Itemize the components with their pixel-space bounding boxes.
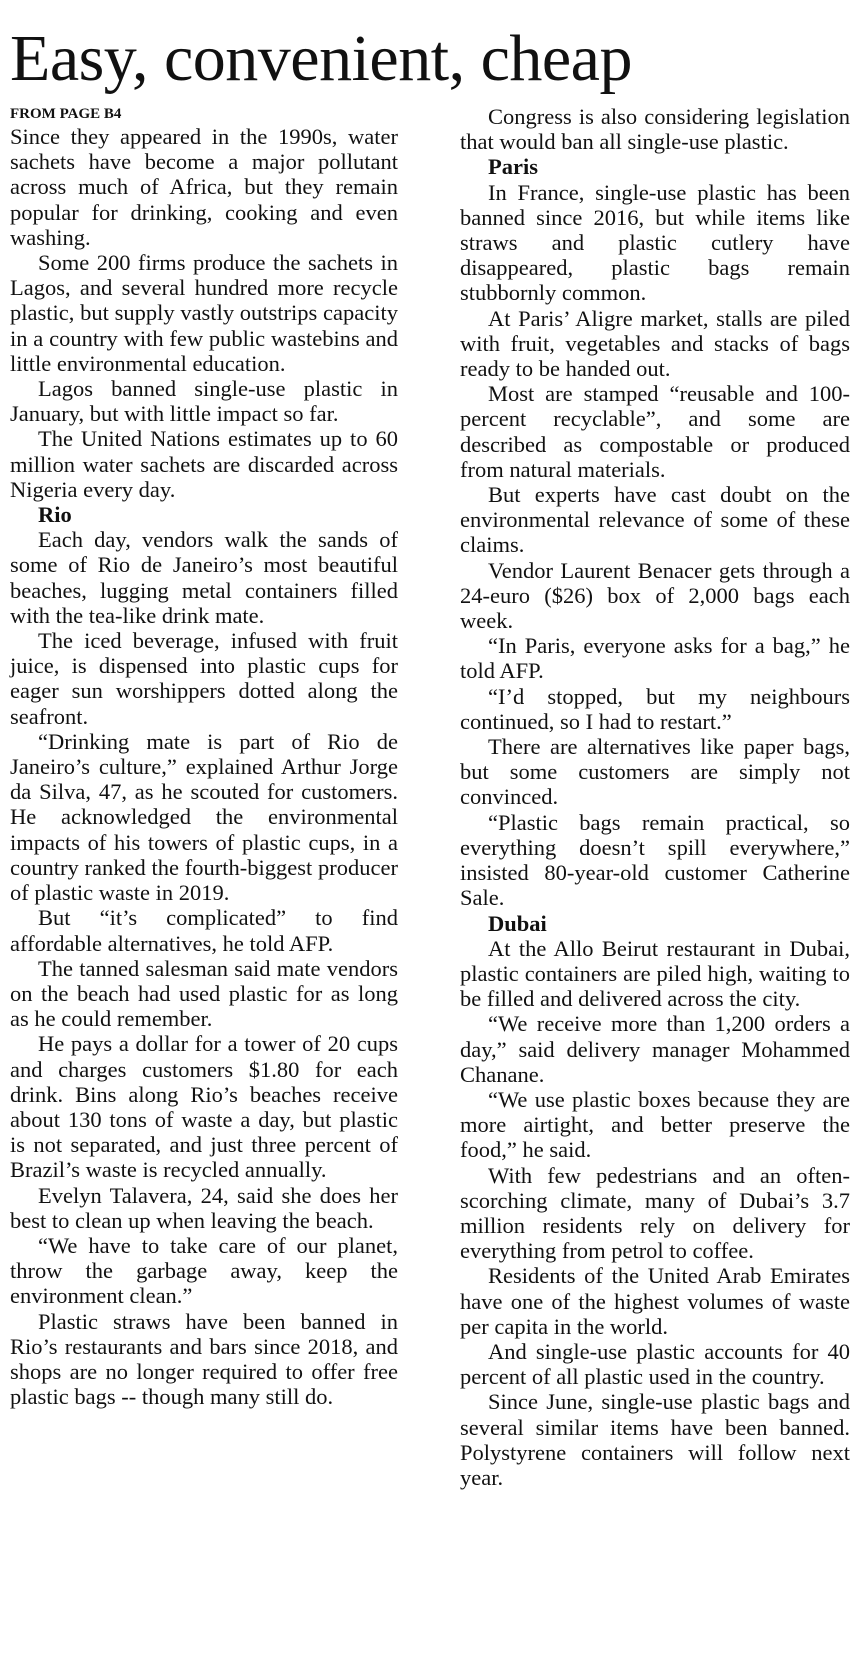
paragraph: There are alternatives like paper bags, but some customers are simply not convinced. — [460, 734, 850, 810]
paragraph: At Paris’ Aligre market, stalls are piled with fruit, vegetables and stacks of bags ready to be handed out. — [460, 305, 850, 382]
paragraph: “Plastic bags remain practical, so everything doesn’t spill everywhere,” insisted 80-year-old customer Catherine Sale. — [460, 809, 850, 911]
headline: Easy, convenient, cheap — [10, 22, 632, 95]
paragraph: Since they appeared in the 1990s, water sachets have become a major pollutant across much of Africa, but they remain popular for drinking, cooking and even washing. — [10, 124, 398, 250]
left-column — [10, 104, 398, 1490]
paragraph: With few pedestrians and an often-scorching climate, many of Dubai’s 3.7 million residents rely on delivery for everything from petrol to coffee. — [460, 1162, 850, 1264]
paragraph: The United Nations estimates up to 60 million water sachets are discarded across Nigeria every day. — [10, 426, 398, 502]
paragraph: Since June, single-use plastic bags and several similar items have been banned. Polystyrene containers will follow next year. — [460, 1389, 850, 1490]
subheading-rio: Rio — [38, 502, 72, 528]
paragraph: But experts have cast doubt on the environmental relevance of some of these claims. — [460, 482, 850, 558]
paragraph: At the Allo Beirut restaurant in Dubai, plastic containers are piled high, waiting to be filled and delivered across the city. — [460, 935, 850, 1012]
paragraph: “We receive more than 1,200 orders a day,” said delivery manager Mohammed Chanane. — [460, 1011, 850, 1087]
paragraph: “In Paris, everyone asks for a bag,” he told AFP. — [460, 633, 850, 684]
right-column — [460, 104, 850, 1490]
paragraph: Each day, vendors walk the sands of some of Rio de Janeiro’s most beautiful beaches, lugging metal containers filled with the tea-like drink mate. — [10, 527, 398, 628]
paragraph: Congress is also considering legislation that would ban all single-use plastic. — [460, 104, 850, 155]
article-page — [0, 22, 868, 1678]
paragraph: The iced beverage, infused with fruit juice, is dispensed into plastic cups for eager sun worshippers dotted along the seafront. — [10, 628, 398, 729]
continuation-kicker: FROM PAGE B4 — [10, 106, 122, 122]
paragraph: Lagos banned single-use plastic in January, but with little impact so far. — [10, 376, 398, 427]
subheading-paris: Paris — [488, 154, 538, 180]
paragraph: And single-use plastic accounts for 40 percent of all plastic used in the country. — [460, 1338, 850, 1390]
subheading-dubai: Dubai — [488, 910, 547, 936]
paragraph: He pays a dollar for a tower of 20 cups and charges customers $1.80 for each drink. Bins along Rio’s beaches receive about 130 tons of waste a day, but plastic is not separated, and just three percent of Brazil’s waste is recycled annually. — [10, 1031, 398, 1183]
paragraph: “I’d stopped, but my neighbours continued, so I had to restart.” — [460, 683, 850, 734]
article-columns — [10, 104, 850, 1490]
paragraph: Some 200 firms produce the sachets in Lagos, and several hundred more recycle plastic, but supply vastly outstrips capacity in a country with few public wastebins and little environmental education. — [10, 250, 398, 376]
paragraph: Residents of the United Arab Emirates have one of the highest volumes of waste per capita in the world. — [460, 1263, 850, 1339]
paragraph: Evelyn Talavera, 24, said she does her best to clean up when leaving the beach. — [10, 1182, 398, 1233]
paragraph: Plastic straws have been banned in Rio’s restaurants and bars since 2018, and shops are no longer required to offer free plastic bags -- though many still do. — [10, 1308, 398, 1410]
paragraph: “We have to take care of our planet, throw the garbage away, keep the environment clean.” — [10, 1232, 398, 1309]
paragraph: Vendor Laurent Benacer gets through a 24-euro ($26) box of 2,000 bags each week. — [460, 557, 850, 634]
paragraph: “Drinking mate is part of Rio de Janeiro’s culture,” explained Arthur Jorge da Silva, 47, as he scouted for customers. He acknowledged the environmental impacts of his towers of plastic cups, in a country ranked the fourth-biggest producer of plastic waste in 2019. — [10, 728, 398, 906]
paragraph: In France, single-use plastic has been banned since 2016, but while items like straws and plastic cutlery have disappeared, plastic bags remain stubbornly common. — [460, 179, 850, 306]
paragraph: Most are stamped “reusable and 100-percent recyclable”, and some are described as compostable or produced from natural materials. — [460, 381, 850, 482]
paragraph: The tanned salesman said mate vendors on the beach had used plastic for as long as he could remember. — [10, 955, 398, 1032]
paragraph: “We use plastic boxes because they are more airtight, and better preserve the food,” he said. — [460, 1086, 850, 1163]
paragraph: But “it’s complicated” to find affordable alternatives, he told AFP. — [10, 905, 398, 956]
